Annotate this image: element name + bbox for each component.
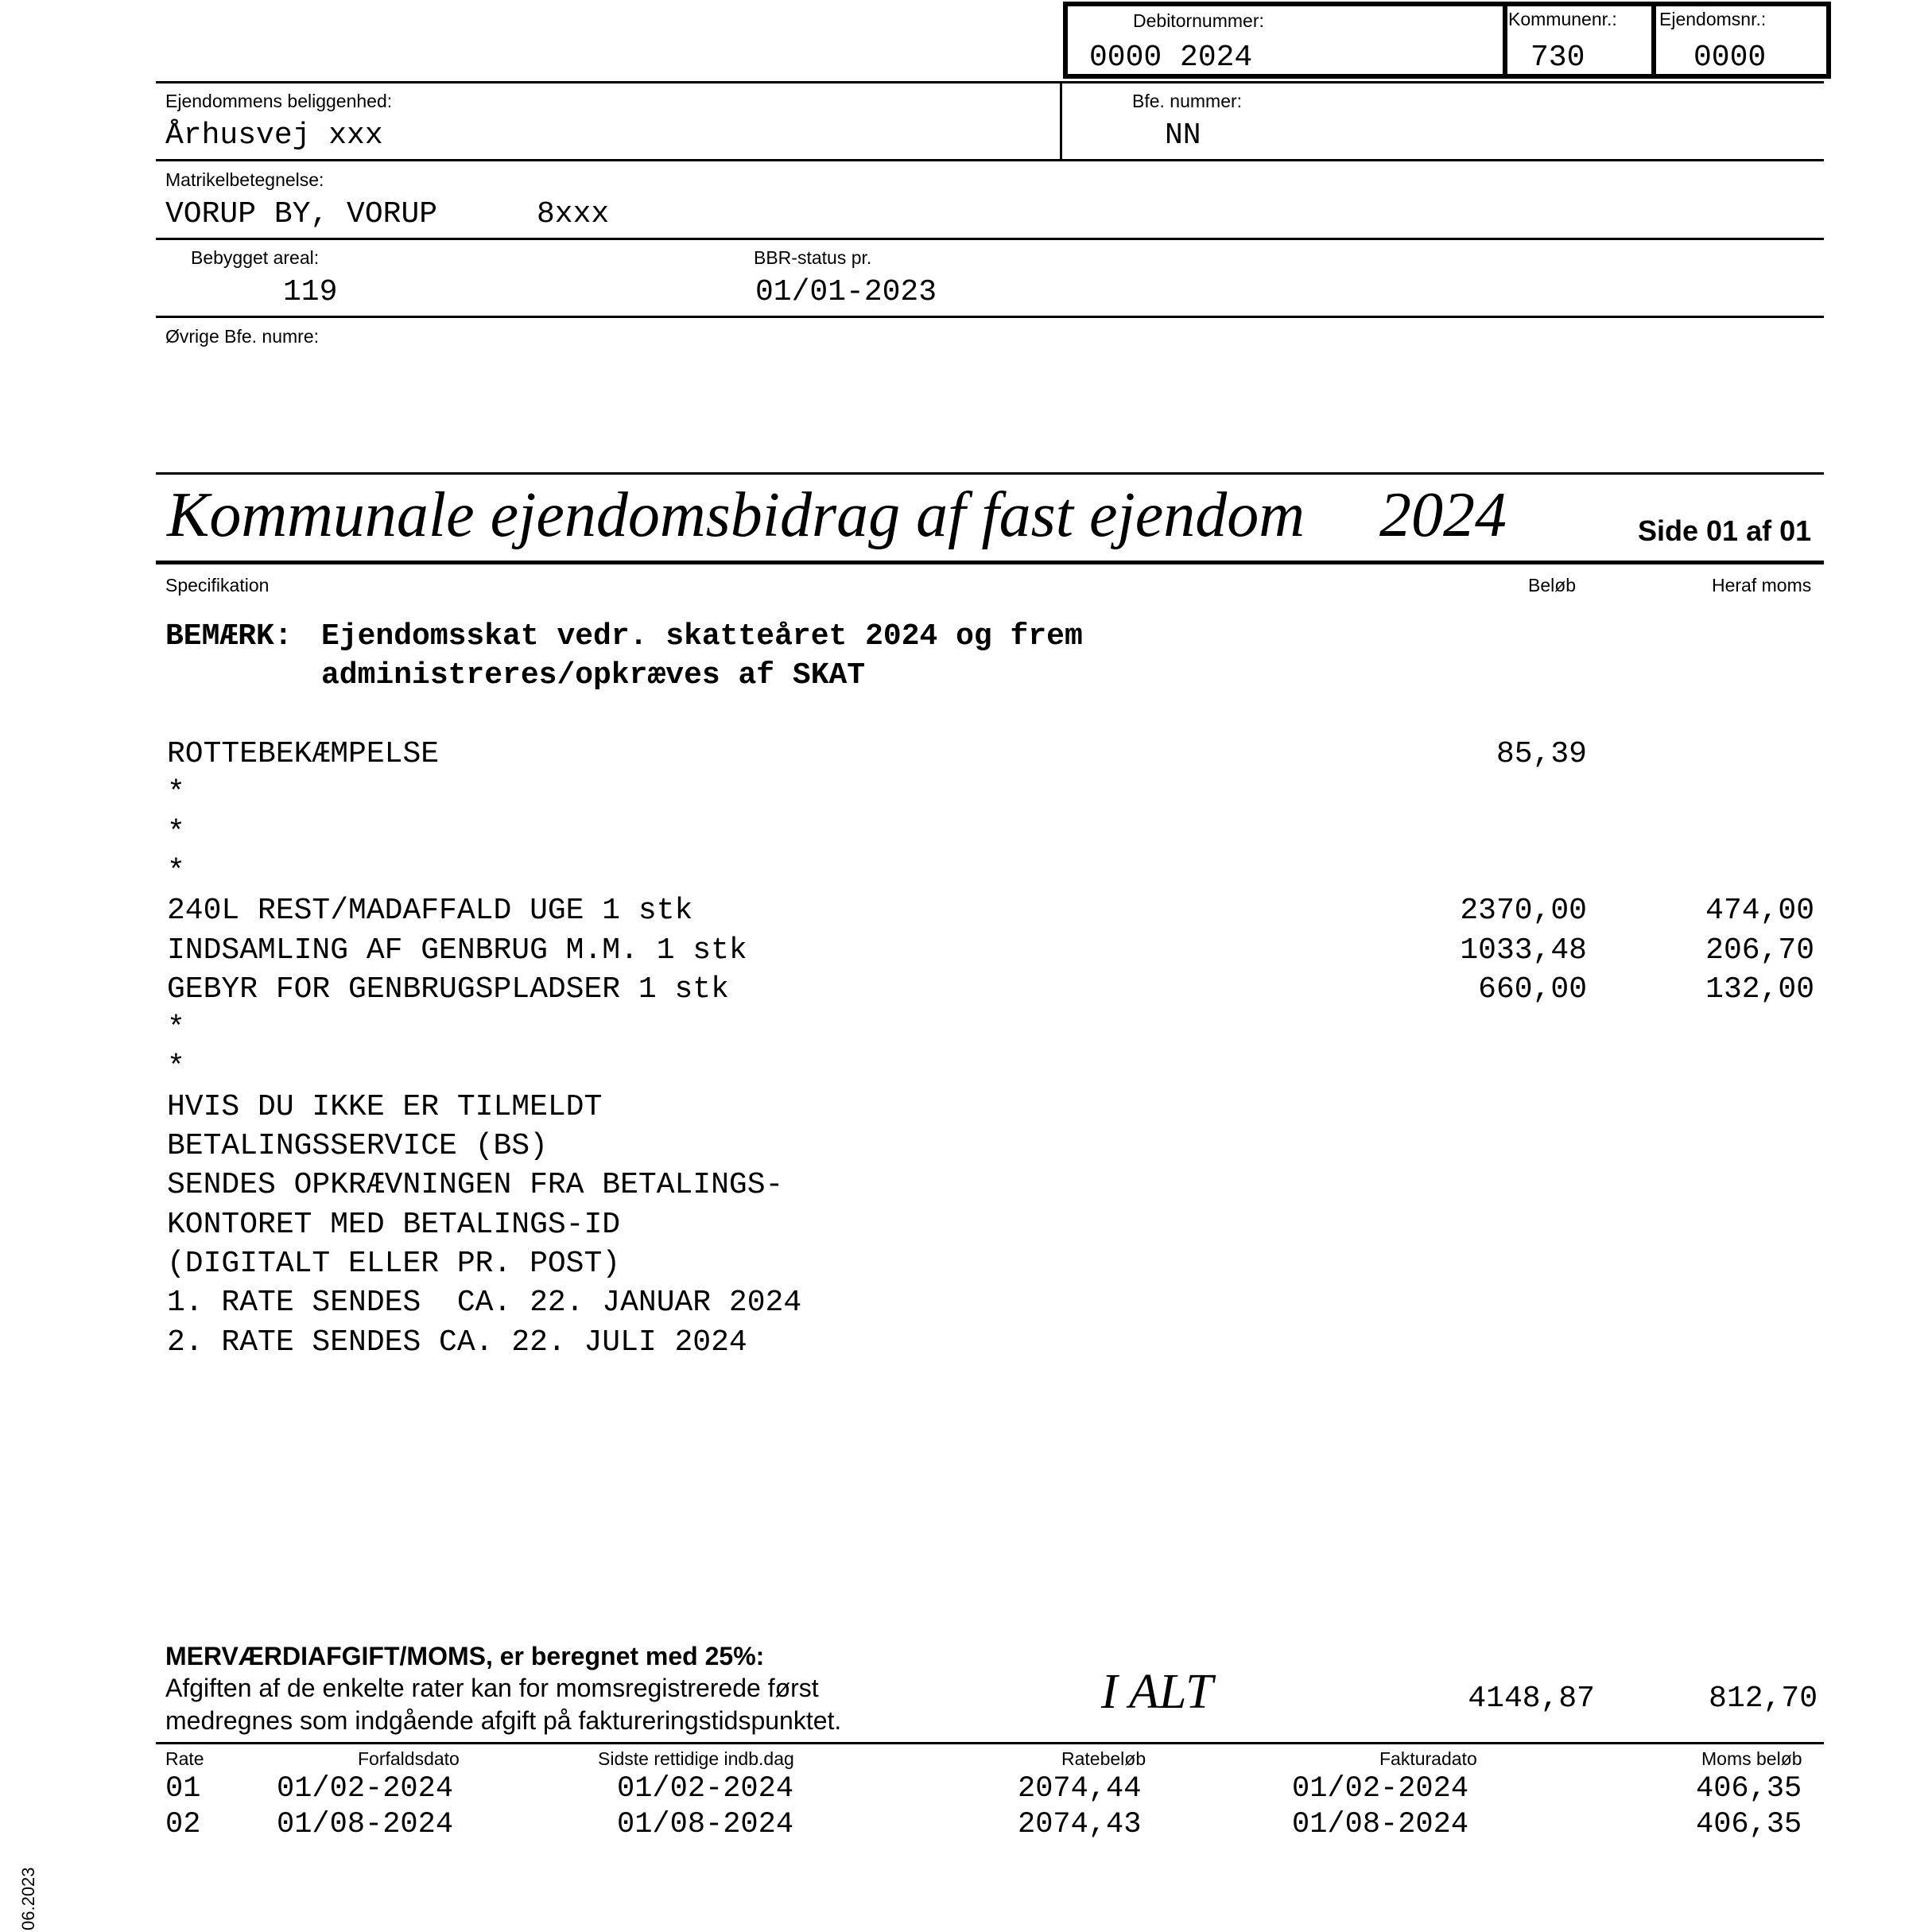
total-label: I ALT <box>1101 1665 1213 1719</box>
rate-amount: 2074,43 <box>1018 1808 1142 1841</box>
areal-value: 119 <box>283 275 338 309</box>
matrikel-nr: 8xxx <box>537 197 610 231</box>
vat-line-2: medregnes som indgående afgift på faktureringstidspunktet. <box>165 1706 842 1735</box>
rates-col-due: Forfaldsdato <box>358 1748 460 1769</box>
rate-invoice: 01/08-2024 <box>1292 1808 1469 1841</box>
item-text: * <box>167 1050 185 1084</box>
bfe-label: Bfe. nummer: <box>1132 91 1243 111</box>
item-amount: 85,39 <box>1496 737 1587 771</box>
item-vat: 132,00 <box>1705 972 1814 1007</box>
item-text: 2. RATE SENDES CA. 22. JULI 2024 <box>167 1325 747 1360</box>
rate-invoice: 01/02-2024 <box>1292 1772 1469 1806</box>
item-text: * <box>167 816 185 850</box>
matrikel-value: VORUP BY, VORUP <box>165 197 438 231</box>
kommune-value: 730 <box>1530 41 1585 75</box>
bfe-value: NN <box>1165 118 1201 153</box>
total-amount: 4148,87 <box>1468 1682 1595 1716</box>
title-rule-bottom <box>156 561 1824 564</box>
col-amount: Beløb <box>1528 575 1577 596</box>
box-divider-1 <box>1503 2 1507 79</box>
rates-col-rate: Rate <box>165 1748 204 1769</box>
bbr-value: 01/01-2023 <box>755 275 937 309</box>
rates-col-vat: Moms beløb <box>1701 1748 1802 1769</box>
rates-col-invoice: Fakturadato <box>1379 1748 1477 1769</box>
item-text: HVIS DU IKKE ER TILMELDT <box>167 1090 603 1124</box>
vat-heading: MERVÆRDIAFGIFT/MOMS, er beregnet med 25%: <box>165 1642 765 1670</box>
matrikel-label: Matrikelbetegnelse: <box>165 169 324 190</box>
total-vat: 812,70 <box>1709 1682 1818 1716</box>
document-year: 2024 <box>1379 480 1507 550</box>
item-vat: 474,00 <box>1705 894 1814 928</box>
rule-3 <box>156 238 1824 240</box>
beliggenhed-value: Århusvej xxx <box>165 118 383 153</box>
rate-vat: 406,35 <box>1696 1808 1802 1841</box>
ovrige-label: Øvrige Bfe. numre: <box>165 326 320 347</box>
page-indicator: Side 01 af 01 <box>1638 514 1812 547</box>
rates-col-last: Sidste rettidige indb.dag <box>598 1748 794 1769</box>
bbr-label: BBR-status pr. <box>754 247 872 268</box>
item-text: BETALINGSSERVICE (BS) <box>167 1129 548 1163</box>
document-title: Kommunale ejendomsbidrag af fast ejendom <box>167 480 1305 550</box>
item-amount: 1033,48 <box>1460 933 1587 968</box>
rule-2 <box>156 159 1824 161</box>
rate-due: 01/02-2024 <box>277 1772 454 1806</box>
rule-4 <box>156 316 1824 318</box>
vertical-rule <box>1060 81 1062 161</box>
item-text: * <box>167 776 185 810</box>
kommune-label: Kommunenr.: <box>1508 9 1617 29</box>
rate-number: 02 <box>165 1808 201 1841</box>
debitor-label: Debitornummer: <box>1133 10 1264 31</box>
rates-col-amount: Ratebeløb <box>1061 1748 1146 1769</box>
item-text: SENDES OPKRÆVNINGEN FRA BETALINGS- <box>167 1168 784 1202</box>
ejendom-label: Ejendomsnr.: <box>1659 9 1767 29</box>
rate-number: 01 <box>165 1772 201 1806</box>
rate-amount: 2074,44 <box>1018 1772 1142 1806</box>
item-vat: 206,70 <box>1705 933 1814 968</box>
item-amount: 2370,00 <box>1460 894 1587 928</box>
rate-last: 01/08-2024 <box>617 1808 794 1841</box>
rates-rule <box>156 1742 1824 1744</box>
col-spec: Specifikation <box>165 575 270 596</box>
item-amount: 660,00 <box>1478 972 1587 1007</box>
notice-line-1: Ejendomsskat vedr. skatteåret 2024 og frem <box>321 619 1083 654</box>
rate-due: 01/08-2024 <box>277 1808 454 1841</box>
notice-line-2: administreres/opkræves af SKAT <box>321 658 866 692</box>
item-text: * <box>167 855 185 889</box>
rule-1 <box>156 81 1824 83</box>
box-divider-2 <box>1651 2 1656 79</box>
item-text: * <box>167 1011 185 1046</box>
rate-vat: 406,35 <box>1696 1772 1802 1806</box>
item-text: GEBYR FOR GENBRUGSPLADSER 1 stk <box>167 972 729 1007</box>
item-text: 240L REST/MADAFFALD UGE 1 stk <box>167 894 693 928</box>
item-text: 1. RATE SENDES CA. 22. JANUAR 2024 <box>167 1286 802 1320</box>
notice-prefix: BEMÆRK: <box>165 619 293 654</box>
item-text: KONTORET MED BETALINGS-ID <box>167 1208 621 1242</box>
debitor-value: 0000 2024 <box>1089 41 1253 75</box>
item-text: ROTTEBEKÆMPELSE <box>167 737 440 771</box>
item-text: (DIGITALT ELLER PR. POST) <box>167 1247 621 1281</box>
rate-last: 01/02-2024 <box>617 1772 794 1806</box>
title-rule-top <box>156 472 1824 475</box>
ejendom-value: 0000 <box>1693 41 1767 75</box>
side-date: 06.2023 <box>18 1867 38 1930</box>
vat-line-1: Afgiften af de enkelte rater kan for momsregistrerede først <box>165 1674 819 1702</box>
col-vat: Heraf moms <box>1712 575 1812 596</box>
areal-label: Bebygget areal: <box>191 247 320 268</box>
item-text: INDSAMLING AF GENBRUG M.M. 1 stk <box>167 933 747 968</box>
beliggenhed-label: Ejendommens beliggenhed: <box>165 91 393 111</box>
